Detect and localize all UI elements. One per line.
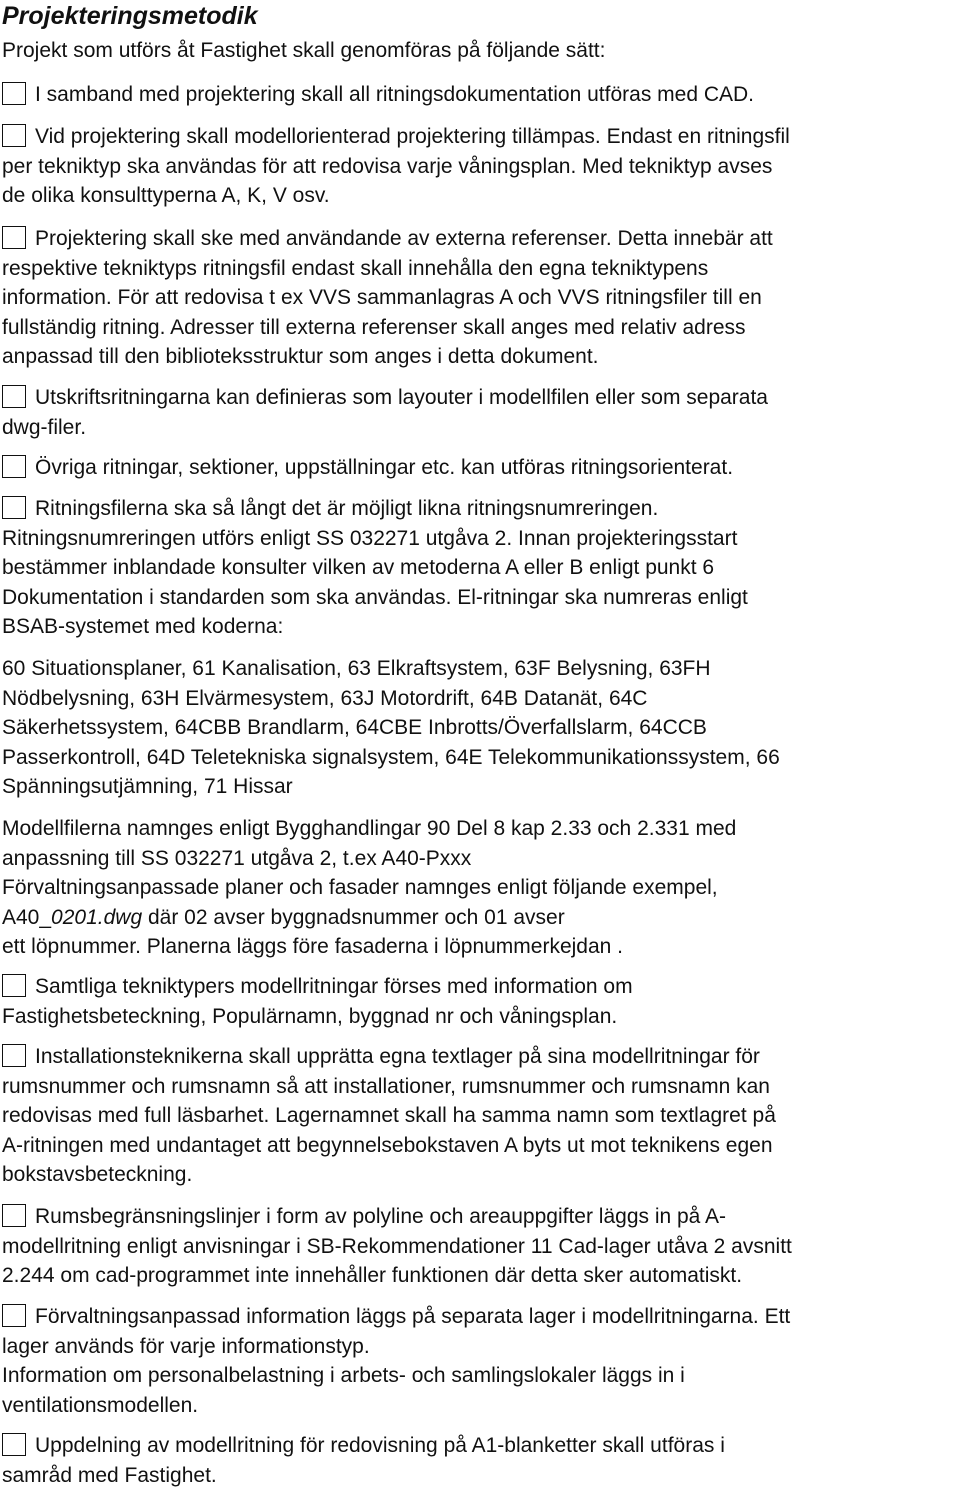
- checkbox[interactable]: [2, 82, 26, 105]
- page-title: Projekteringsmetodik: [2, 2, 258, 30]
- checkbox[interactable]: [2, 1433, 26, 1456]
- codes-paragraph: 60 Situationsplaner, 61 Kanalisation, 63 Elkraftsystem, 63F Belysning, 63FH Nödbelysning, 63H Elvärmesystem, 63J Motordrift, 64B Datanät, 64C Säkerhetssystem, 64CBB Brandlarm, 64CBE Inbrotts/Överfallslarm, 64CCB Passerkontroll, 64D Teletekniska signalsystem, 64E Telekommunikationssystem, 66 Spänningsutjämning, 71 Hissar: [2, 657, 780, 798]
- list-item: I samband med projektering skall all ritningsdokumentation utföras med CAD.: [2, 80, 956, 110]
- checkbox[interactable]: [2, 1044, 26, 1067]
- list-item: Uppdelning av modellritning för redovisning på A1-blanketter skall utföras i samråd med Fastighet.: [2, 1434, 725, 1487]
- list-item: Förvaltningsanpassad information läggs på separata lager i modellritningarna. Ett lager används för varje informationstyp. Information om personalbelastning i arbets- och samlingslokaler läggs in i ventilationsmodellen.: [2, 1305, 791, 1417]
- list-item: Övriga ritningar, sektioner, uppställningar etc. kan utföras ritningsorienterat.: [2, 453, 956, 483]
- checkbox[interactable]: [2, 974, 26, 997]
- checkbox[interactable]: [2, 385, 26, 408]
- checkbox[interactable]: [2, 496, 26, 519]
- list-item: Projektering skall ske med användande av externa referenser. Detta innebär att respektive tekniktyps ritningsfil endast skall innehålla den egna tekniktypens information. För att redovisa t ex VVS sammanlagras A och VVS ritningsfiler till en fullständig ritning. Adresser till externa referenser skall anges med relativ adress anpassad till den biblioteksstruktur som anges i detta dokument.: [2, 227, 773, 368]
- naming-paragraph: Modellfilerna namnges enligt Bygghandlingar 90 Del 8 kap 2.33 och 2.331 med anpassning till SS 032271 utgåva 2, t.ex A40-Pxxx Förvaltningsanpassade planer och fasader namnges enligt följande exempel, A40_0201.dwg där 02 avser byggnadsnummer och 01 avser ett löpnummer. Planerna läggs före fasaderna i löpnummerkejdan .: [2, 817, 737, 958]
- list-item: Utskriftsritningarna kan definieras som layouter i modellfilen eller som separata dwg-filer.: [2, 386, 768, 439]
- list-item: Installationsteknikerna skall upprätta egna textlager på sina modellritningar för rumsnummer och rumsnamn så att installationer, rumsnummer och rumsnamn kan redovisas med full läsbarhet. Lagernamnet skall ha samma namn som textlagret på A-ritningen med undantaget att begynnelsebokstaven A byts ut mot teknikens egen bokstavsbeteckning.: [2, 1045, 776, 1186]
- checkbox[interactable]: [2, 455, 26, 478]
- checkbox[interactable]: [2, 124, 26, 147]
- checkbox[interactable]: [2, 1304, 26, 1327]
- checkbox[interactable]: [2, 226, 26, 249]
- list-item: Samtliga tekniktypers modellritningar förses med information om Fastighetsbeteckning, Populärnamn, byggnad nr och våningsplan.: [2, 975, 633, 1028]
- list-item: Vid projektering skall modellorienterad projektering tillämpas. Endast en ritningsfil per tekniktyp ska användas för att redovisa varje våningsplan. Med tekniktyp avses de olika konsulttyperna A, K, V osv.: [2, 125, 790, 207]
- list-item: Ritningsfilerna ska så långt det är möjligt likna ritningsnumreringen. Ritningsnumreringen utförs enligt SS 032271 utgåva 2. Innan projekteringsstart bestämmer inblandade konsulter vilken av metoderna A eller B enligt punkt 6 Dokumentation i standarden som ska användas. El-ritningar ska numreras enligt BSAB-systemet med koderna:: [2, 497, 748, 638]
- checkbox[interactable]: [2, 1204, 26, 1227]
- intro-text: Projekt som utförs åt Fastighet skall genomföras på följande sätt:: [2, 39, 606, 62]
- list-item: Rumsbegränsningslinjer i form av polyline och areauppgifter läggs in på A- modellritning enligt anvisningar i SB-Rekommendationer 11 Cad-lager utåva 2 avsnitt 2.244 om cad-programmet inte innehåller funktionen där detta sker automatiskt.: [2, 1205, 792, 1287]
- example-filename: 0201.dwg: [51, 905, 143, 929]
